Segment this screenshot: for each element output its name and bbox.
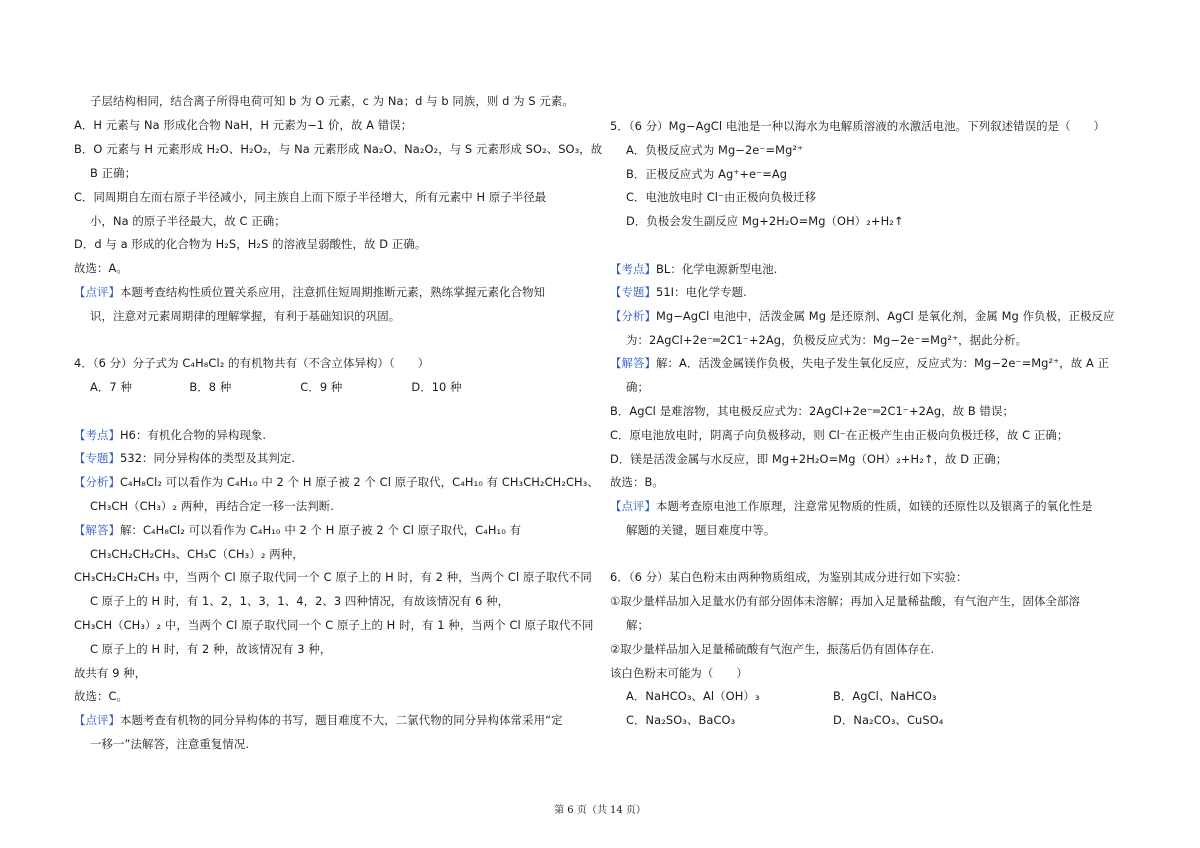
analysis-tag: 【分析】 xyxy=(74,475,120,489)
text-line: C．同周期自左而右原子半径减小，同主族自上而下原子半径增大，所有元素中 H 原子半径最 xyxy=(74,190,547,204)
text-line: D．d 与 a 形成的化合物为 H₂S，H₂S 的溶液呈弱酸性，故 D 正确。 xyxy=(74,237,427,251)
option-a: A．NaHCO₃、Al（OH）₃ xyxy=(626,689,760,703)
text-line: 故共有 9 种， xyxy=(74,666,147,680)
special-tag: 【专题】 xyxy=(610,285,656,299)
comment-line xyxy=(74,712,563,728)
question-6-title: 6．（6 分）某白色粉末由两种物质组成，为鉴别其成分进行如下实验： xyxy=(610,570,968,584)
text-line: 故选：C。 xyxy=(74,689,129,703)
answer-tag: 【解答】 xyxy=(610,356,656,370)
text-line: 小，Na 的原子半径最大，故 C 正确； xyxy=(90,214,286,228)
text-line: A．H 元素与 Na 形成化合物 NaH，H 元素为−1 价，故 A 错误； xyxy=(74,118,413,132)
text-line: 一移一”法解答，注意重复情况. xyxy=(90,737,250,751)
analysis-text: C₄H₈Cl₂ 可以看作为 C₄H₁₀ 中 2 个 H 原子被 2 个 Cl 原子取代，C₄H₁₀ 有 CH₃CH₂CH₂CH₃、 xyxy=(119,475,599,489)
option-d: D．Na₂CO₃、CuSO₄ xyxy=(833,713,944,727)
text-line: 该白色粉末可能为（ ） xyxy=(610,666,748,680)
question-4-title: 4．（6 分）分子式为 C₄H₈Cl₂ 的有机物共有（不含立体异构）（ ） xyxy=(74,356,430,370)
text-line: C．原电池放电时，阴离子向负极移动，则 Cl⁻在正极产生由正极向负极迁移，故 C 正确； xyxy=(610,428,1069,442)
comment-line xyxy=(74,284,545,300)
page-number: 第 6 页（共 14 页） xyxy=(554,805,646,816)
special-text: 51I：电化学专题. xyxy=(655,285,747,299)
question-4-options: A．7 种 B．8 种 C．9 种 D．10 种 xyxy=(90,380,462,394)
text-line: 识，注意对元素周期律的理解掌握，有利于基础知识的巩固。 xyxy=(90,309,401,323)
topic-tag: 【考点】 xyxy=(610,262,656,276)
option-a: A．负极反应式为 Mg−2e⁻=Mg²⁺ xyxy=(626,143,804,157)
text-line: B 正确； xyxy=(90,166,137,180)
question-5-title: 5．（6 分）Mg−AgCl 电池是一种以海水为电解质溶液的水激活电池。下列叙述错误的是（ ） xyxy=(610,119,1106,133)
comment-text: 本题考查原电池工作原理，注意常见物质的性质，如镁的还原性以及银离子的氧化性是 xyxy=(655,499,1093,513)
answer-tag: 【解答】 xyxy=(74,523,120,537)
comment-tag: 【点评】 xyxy=(610,499,656,513)
option-c: C．Na₂SO₃、BaCO₃ xyxy=(626,713,736,727)
text-line: B．AgCl 是难溶物，其电极反应式为：2AgCl+2e⁻═2C1⁻+2Ag，故 B 错误； xyxy=(610,404,1014,418)
text-line: 为：2AgCl+2e⁻═2C1⁻+2Ag，负极反应式为：Mg−2e⁻=Mg²⁺，据此分析。 xyxy=(626,333,1028,347)
topic-line xyxy=(74,427,266,443)
analysis-line xyxy=(74,474,599,490)
text-line: 解； xyxy=(626,618,649,632)
text-line: 故选：B。 xyxy=(610,475,664,489)
topic-line xyxy=(610,261,777,277)
text-line: C 原子上的 H 时，有 2 种，故该情况有 3 种， xyxy=(90,642,332,656)
comment-tag: 【点评】 xyxy=(74,285,120,299)
text-line: ②取少量样品加入足量稀硫酸有气泡产生，振荡后仍有固体存在. xyxy=(610,642,935,656)
text-line: ①取少量样品加入足量水仍有部分固体未溶解；再加入足量稀盐酸，有气泡产生，固体全部溶 xyxy=(610,594,1080,608)
option-d: D．负极会发生副反应 Mg+2H₂O=Mg（OH）₂+H₂↑ xyxy=(626,214,904,228)
comment-text: 本题考查结构性质位置关系应用，注意抓住短周期推断元素，熟练掌握元素化合物知 xyxy=(119,285,546,299)
topic-tag: 【考点】 xyxy=(74,428,120,442)
text-line: 确； xyxy=(626,380,649,394)
answer-line xyxy=(610,355,1109,371)
text-line: CH₃CH（CH₃）₂ 中，当两个 Cl 原子取代同一个 C 原子上的 H 时，有 1 种，当两个 Cl 原子取代不同 xyxy=(74,618,594,632)
text-line: 故选：A。 xyxy=(74,261,128,275)
special-text: 532：同分异构体的类型及其判定. xyxy=(119,451,296,465)
comment-tag: 【点评】 xyxy=(74,713,120,727)
special-line xyxy=(610,284,747,300)
text-line: 解题的关键，题目难度中等。 xyxy=(626,523,776,537)
answer-text: 解：C₄H₈Cl₂ 可以看作为 C₄H₁₀ 中 2 个 H 原子被 2 个 Cl 原子取代，C₄H₁₀ 有 xyxy=(119,523,522,537)
comment-line xyxy=(610,498,1093,514)
topic-text: H6：有机化合物的异构现象. xyxy=(119,428,267,442)
analysis-text: Mg−AgCl 电池中，活泼金属 Mg 是还原剂、AgCl 是氧化剂，金属 Mg 作负极，正极反应 xyxy=(655,309,1115,323)
text-line: CH₃CH₂CH₂CH₃、CH₃C（CH₃）₂ 两种， xyxy=(90,547,304,561)
text-line: CH₃CH（CH₃）₂ 两种，再结合定一移一法判断. xyxy=(90,499,334,513)
special-tag: 【专题】 xyxy=(74,451,120,465)
option-c: C．电池放电时 Cl⁻由正极向负极迁移 xyxy=(626,190,817,204)
topic-text: BL：化学电源新型电池. xyxy=(655,262,778,276)
analysis-line xyxy=(610,308,1115,324)
comment-text: 本题考查有机物的同分异构体的书写，题目难度不大，二氯代物的同分异构体常采用“定 xyxy=(119,713,563,727)
option-b: B．AgCl、NaHCO₃ xyxy=(833,689,937,703)
text-line: CH₃CH₂CH₂CH₃ 中，当两个 Cl 原子取代同一个 C 原子上的 H 时，有 2 种，当两个 Cl 原子取代不同 xyxy=(74,570,592,584)
text-line: D．镁是活泼金属与水反应，即 Mg+2H₂O=Mg（OH）₂+H₂↑，故 D 正确； xyxy=(610,452,1008,466)
analysis-tag: 【分析】 xyxy=(610,309,656,323)
option-b: B．正极反应式为 Ag⁺+e⁻=Ag xyxy=(626,167,788,181)
text-line: B．O 元素与 H 元素形成 H₂O、H₂O₂，与 Na 元素形成 Na₂O、Na₂O₂，与 S 元素形成 SO₂、SO₃，故 xyxy=(74,142,603,156)
special-line xyxy=(74,450,295,466)
text-line: C 原子上的 H 时，有 1、2，1、3，1、4，2、3 四种情况，有故该情况有 6 种， xyxy=(90,594,510,608)
answer-line xyxy=(74,522,521,538)
text-line: 子层结构相同，结合离子所得电荷可知 b 为 O 元素，c 为 Na；d 与 b 同族，则 d 为 S 元素。 xyxy=(90,94,574,108)
answer-text: 解：A．活泼金属镁作负极，失电子发生氧化反应，反应式为：Mg−2e⁻=Mg²⁺，故 A 正 xyxy=(655,356,1110,370)
